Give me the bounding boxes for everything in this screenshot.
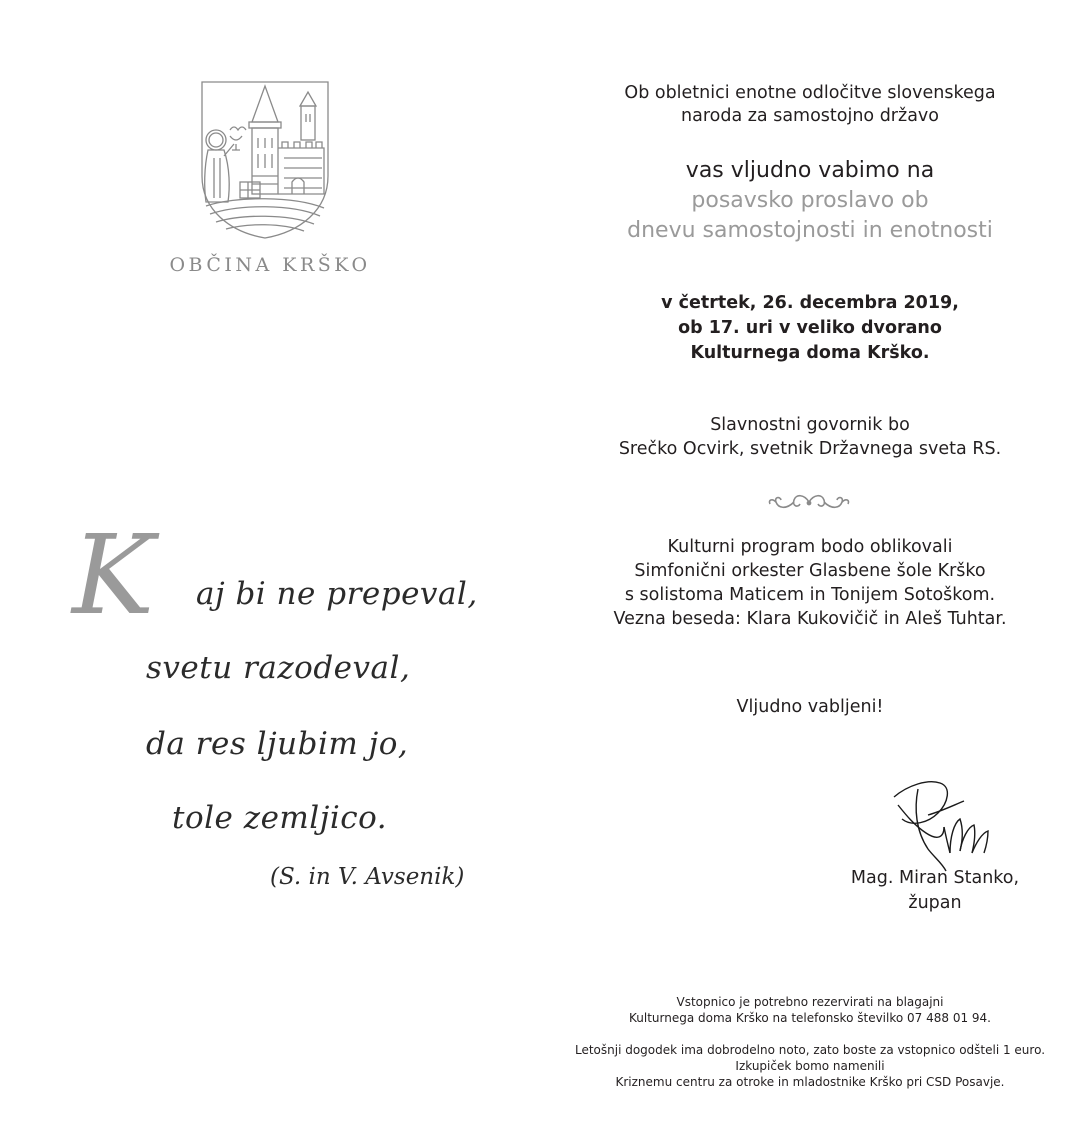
reservation-line: Vstopnico je potrebno rezervirati na blagajni (676, 995, 944, 1009)
charity-line: Kriznemu centru za otroke in mladostnike Krško pri CSD Posavje. (615, 1075, 1005, 1089)
program-line: s solistoma Maticem in Tonijem Sotoškom. (624, 585, 996, 605)
poem-initial: K (72, 511, 155, 639)
poem-line: aj bi ne prepeval, (196, 576, 478, 612)
poem-line: svetu razodeval, (146, 650, 411, 686)
program-line: Kulturni program bodo oblikovali (667, 537, 953, 557)
coat-of-arms-icon (196, 78, 334, 240)
municipality-name: OBČINA KRŠKO (169, 254, 371, 276)
speaker-line: Srečko Ocvirk, svetnik Državnega sveta RS. (618, 439, 1002, 459)
intro-line: Ob obletnici enotne odločitve slovenskega (624, 83, 996, 103)
poem-attribution: (S. in V. Avsenik) (270, 864, 465, 890)
poem-line: da res ljubim jo, (146, 726, 409, 762)
venue-line: Kulturnega doma Krško. (690, 343, 930, 363)
time-line: ob 17. uri v veliko dvorano (678, 318, 942, 338)
charity-line: Letošnji dogodek ima dobrodelno noto, zato boste za vstopnico odšteli 1 euro. (574, 1043, 1046, 1057)
poem-line: tole zemljico. (172, 800, 388, 836)
speaker-info (560, 413, 1060, 461)
signatory (840, 866, 1030, 916)
speaker-line: Slavnostni govornik bo (710, 415, 910, 435)
event-date-venue (560, 291, 1060, 366)
signatory-name: Mag. Miran Stanko, (850, 868, 1020, 888)
reservation-line: Kulturnega doma Krško na telefonsko številko 07 488 01 94. (628, 1011, 991, 1025)
signature-icon (888, 775, 998, 875)
charity-line: Izkupiček bomo namenili (735, 1059, 885, 1073)
program-line: Vezna beseda: Klara Kukovičič in Aleš Tuhtar. (613, 609, 1007, 629)
footer-notes (560, 994, 1060, 1090)
event-title-line: posavsko proslavo ob (691, 188, 929, 213)
scroll-ornament-icon (766, 490, 852, 514)
welcome-text: Vljudno vabljeni! (736, 697, 884, 717)
event-title (560, 186, 1060, 246)
cultural-program (560, 535, 1060, 631)
program-line: Simfonični orkester Glasbene šole Krško (634, 561, 986, 581)
intro-text (560, 82, 1060, 128)
invite-line: vas vljudno vabimo na (685, 158, 935, 183)
signatory-title: župan (908, 893, 962, 913)
date-line: v četrtek, 26. decembra 2019, (661, 293, 959, 313)
event-title-line: dnevu samostojnosti in enotnosti (627, 218, 993, 243)
intro-line: naroda za samostojno državo (681, 106, 939, 126)
